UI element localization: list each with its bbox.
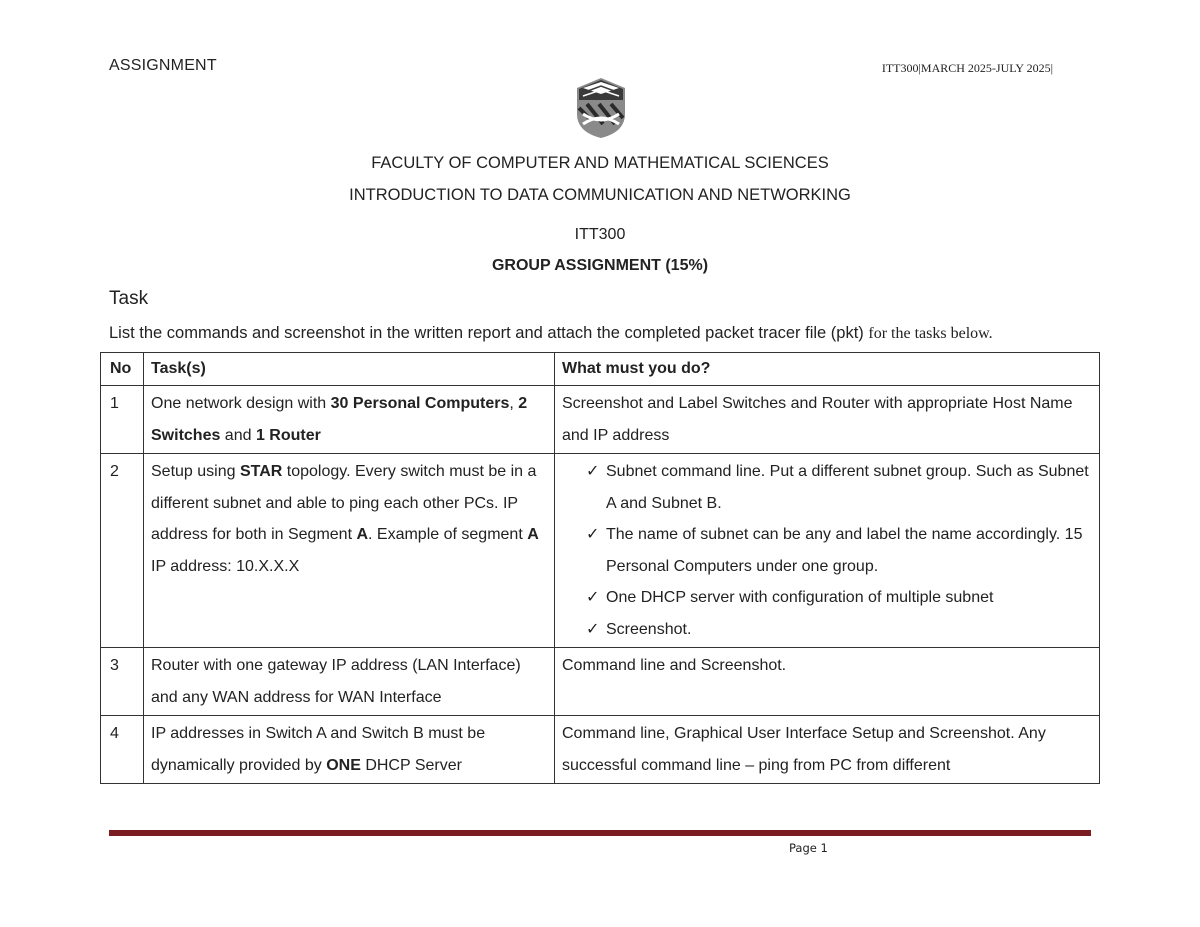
row-number: 2 — [101, 454, 144, 648]
check-mark-icon: ✓ — [586, 589, 600, 606]
row-number: 3 — [101, 648, 144, 716]
row-task — [144, 386, 555, 454]
page-number: Page 1 — [789, 841, 828, 855]
task-heading: Task — [109, 288, 149, 309]
header-no: No — [101, 353, 144, 386]
row-todo: Command line and Screenshot. — [555, 648, 1100, 716]
row-task — [144, 716, 555, 784]
header-left-label: ASSIGNMENT — [109, 57, 217, 74]
task-emphasis: 1 Router — [255, 426, 321, 444]
task-text: DHCP Server — [360, 756, 462, 774]
checklist-item-text: One DHCP server with configuration of multiple subnet — [606, 589, 994, 606]
row-number: 1 — [101, 386, 144, 454]
task-table — [100, 352, 1100, 784]
checklist-item — [586, 519, 1092, 582]
header-course-period: ITT300|MARCH 2025-JULY 2025| — [881, 61, 1053, 75]
checklist-item — [586, 614, 1092, 646]
task-instructions — [109, 324, 993, 343]
table-row — [101, 386, 1100, 454]
table-row — [101, 716, 1100, 784]
task-emphasis: A — [356, 526, 369, 543]
assignment-title: GROUP ASSIGNMENT (15%) — [491, 257, 709, 274]
footer-divider — [109, 830, 1091, 836]
task-text: and — [220, 426, 256, 444]
task-text: IP address: 10.X.X.X — [151, 557, 300, 575]
row-todo: Screenshot and Label Switches and Router with appropriate Host Name and IP address — [555, 386, 1100, 454]
row-task: Router with one gateway IP address (LAN Interface) and any WAN address for WAN Interface — [144, 648, 555, 716]
task-instructions-tail: for the tasks below. — [868, 325, 993, 342]
task-text: topology. Every switch must be in a different subnet and able to ping each other PCs. IP address for both in Segment — [151, 463, 537, 543]
task-text: Setup using — [151, 463, 240, 480]
task-instructions-text: List the commands and screenshot in the written report and attach the completed packet tracer file (pkt) — [109, 324, 869, 342]
course-code: ITT300 — [574, 226, 626, 243]
task-emphasis: A — [527, 526, 539, 543]
row-task — [144, 454, 555, 648]
task-emphasis: 2 Switches — [151, 395, 528, 444]
task-text: One network design with — [151, 395, 331, 412]
checklist-item-text: The name of subnet can be any and label the name accordingly. 15 Personal Computers under one group. — [606, 526, 1083, 575]
task-text: . Example of segment — [368, 526, 528, 543]
task-emphasis: STAR — [239, 463, 283, 480]
university-crest-icon — [569, 74, 633, 140]
checklist-item — [586, 456, 1092, 519]
check-mark-icon: ✓ — [586, 526, 600, 543]
row-todo: Command line, Graphical User Interface Setup and Screenshot. Any successful command line – ping from PC from different — [555, 716, 1100, 784]
check-mark-icon: ✓ — [586, 620, 600, 638]
row-checklist — [555, 454, 1100, 648]
header-tasks: Task(s) — [144, 353, 555, 386]
checklist-item-text: Screenshot. — [606, 620, 692, 638]
task-text: IP addresses in Switch A and Switch B must be dynamically provided by — [151, 725, 486, 774]
table-header-row — [101, 353, 1100, 386]
checklist-item — [586, 582, 1092, 614]
task-text: , — [509, 395, 519, 412]
row-number: 4 — [101, 716, 144, 784]
header-what-to-do: What must you do? — [555, 353, 1100, 386]
task-emphasis: 30 Personal Computers — [330, 395, 510, 412]
table-row — [101, 454, 1100, 648]
table-row — [101, 648, 1100, 716]
checklist-item-text: Subnet command line. Put a different subnet group. Such as Subnet A and Subnet B. — [606, 463, 1089, 512]
check-mark-icon: ✓ — [586, 463, 600, 480]
task-emphasis: ONE — [326, 756, 361, 774]
course-title: INTRODUCTION TO DATA COMMUNICATION AND NETWORKING — [349, 186, 851, 204]
faculty-title: FACULTY OF COMPUTER AND MATHEMATICAL SCIENCES — [371, 154, 829, 172]
